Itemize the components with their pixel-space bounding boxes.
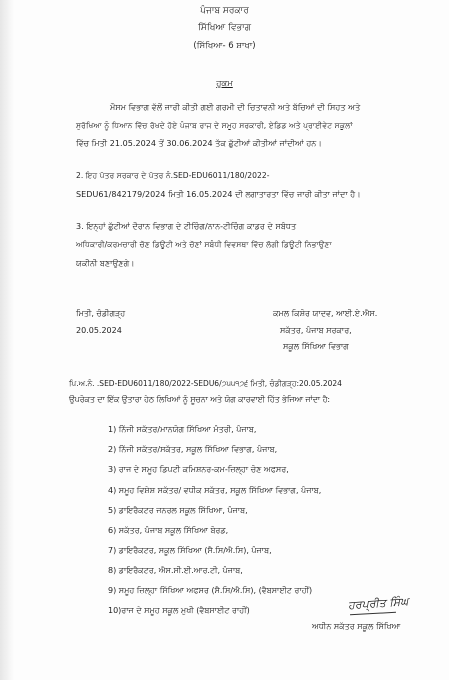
recipient-1: 1) ਨਿੱਜੀ ਸਕੱਤਰ/ਮਾਨਯੋਗ ਸਿੱਖਿਆ ਮੰਤਰੀ, ਪੰਜਾਬ, (108, 425, 257, 434)
page-edge-shadow (0, 0, 14, 680)
endorsement-number: ਪਿ.ਅ.ਨੰ. .SED-EDU6011/180/2022-SEDU6/੭੫੫੧੭੬ ਮਿਤੀ, ਚੰਡੀਗੜ੍ਹ:20.05.2024 (69, 379, 342, 388)
para1-line1: ਮੌਸਮ ਵਿਭਾਗ ਵੱਲੋਂ ਜਾਰੀ ਕੀਤੀ ਗਈ ਗਰਮੀ ਦੀ ਚਿਤਾਵਨੀ ਅਤੇ ਬੱਚਿਆਂ ਦੀ ਸਿਹਤ ਅਤੇ (110, 103, 361, 112)
order-date: 20.05.2024 (76, 326, 122, 335)
signatory-name: ਕਮਲ ਕਿਸ਼ੋਰ ਯਾਦਵ, ਆਈ.ਏ.ਐਸ. (273, 309, 378, 318)
para1-line3: ਵਿੱਚ ਮਿਤੀ 21.05.2024 ਤੋਂ 30.06.2024 ਤੱਕ ਛੁੱਟੀਆਂ ਕੀਤੀਆਂ ਜਾਂਦੀਆਂ ਹਨ। (76, 139, 322, 148)
para3-line3: ਯਕੀਨੀ ਬਣਾਉਣਗੇ। (76, 259, 135, 268)
para2-line1: 2. ਇਹ ਪੱਤਰ ਸਰਕਾਰ ਦੇ ਪੱਤਰ ਨੰ.SED-EDU6011/180/2022- (76, 171, 270, 180)
recipient-3: 3) ਰਾਜ ਦੇ ਸਮੂਹ ਡਿਪਟੀ ਕਮਿਸ਼ਨਰ-ਕਮ-ਜ਼ਿਲ੍ਹਾ ਚੋਣ ਅਫਸਰ, (108, 465, 289, 474)
closing-designation: ਅਧੀਨ ਸਕੱਤਰ ਸਕੂਲ ਸਿੱਖਿਆ (312, 622, 401, 631)
endorsement-intro: ਉਪਰੋਕਤ ਦਾ ਇੱਕ ਉਤਾਰਾ ਹੇਠ ਲਿਖਿਆਂ ਨੂੰ ਸੂਚਨਾ ਅਤੇ ਯੋਗ ਕਾਰਵਾਈ ਹਿੱਤ ਭੇਜਿਆ ਜਾਂਦਾ ਹੈ: (69, 395, 331, 404)
recipient-5: 5) ਡਾਇਰੈਕਟਰ ਜਨਰਲ ਸਕੂਲ ਸਿੱਖਿਆ, ਪੰਜਾਬ, (108, 506, 248, 515)
recipient-2: 2) ਨਿੱਜੀ ਸਕੱਤਰ/ਸਕੱਤਰ, ਸਕੂਲ ਸਿੱਖਿਆ ਵਿਭਾਗ, ਪੰਜਾਬ, (108, 445, 278, 454)
header-department: ਸਿੱਖਿਆ ਵਿਭਾਗ (197, 23, 252, 33)
signatory-designation: ਸਕੱਤਰ, ਪੰਜਾਬ ਸਰਕਾਰ, (280, 326, 352, 335)
recipient-6: 6) ਸਕੱਤਰ, ਪੰਜਾਬ ਸਕੂਲ ਸਿੱਖਿਆ ਬੋਰਡ, (108, 526, 229, 535)
header-branch: (ਸਿੱਖਿਆ- 6 ਸ਼ਾਖਾ) (193, 41, 256, 51)
para2-line2: SEDU61/842179/2024 ਮਿਤੀ 16.05.2024 ਦੀ ਲਗਾਤਾਰਤਾ ਵਿੱਚ ਜਾਰੀ ਕੀਤਾ ਜਾਂਦਾ ਹੈ। (76, 190, 361, 199)
para3-line1: 3. ਇਨ੍ਹਾਂ ਛੁੱਟੀਆਂ ਦੌਰਾਨ ਵਿਭਾਗ ਦੇ ਟੀਚਿੰਗ/ਨਾਨ-ਟੀਚਿੰਗ ਕਾਡਰ ਦੇ ਸਬੰਧਤ (76, 222, 297, 231)
para3-line2: ਅਧਿਕਾਰੀ/ਕਰਮਚਾਰੀ ਚੋਣ ਡਿਊਟੀ ਅਤੇ ਚੋਣਾਂ ਸਬੰਧੀ ਵਿਵਸਥਾ ਵਿੱਚ ਲੱਗੀ ਡਿਊਟੀ ਨਿਭਾਉਣਾ (76, 240, 332, 249)
recipient-7: 7) ਡਾਇਰੈਕਟਰ, ਸਕੂਲ ਸਿੱਖਿਆ (ਸੈ.ਸਿ/ਐ.ਸਿ), ਪੰਜਾਬ, (108, 546, 272, 555)
recipient-4: 4) ਸਮੂਹ ਵਿਸ਼ੇਸ਼ ਸਕੱਤਰ/ ਵਧੀਕ ਸਕੱਤਰ, ਸਕੂਲ ਸਿੱਖਿਆ ਵਿਭਾਗ, ਪੰਜਾਬ, (108, 486, 322, 495)
recipient-10: 10)ਰਾਜ ਦੇ ਸਮੂਹ ਸਕੂਲ ਮੁਖੀ (ਵੈਬਸਾਈਟ ਰਾਹੀਂ) (108, 606, 250, 615)
signatory-department: ਸਕੂਲ ਸਿੱਖਿਆ ਵਿਭਾਗ (283, 342, 349, 351)
handwritten-signature: ਹਰਪ੍ਰੀਤ ਸਿੰਘ (347, 594, 409, 613)
place-label: ਮਿਤੀ, ਚੰਡੀਗੜ੍ਹ (76, 309, 126, 318)
para1-line2: ਸੁਰੱਖਿਆ ਨੂੰ ਧਿਆਨ ਵਿੱਚ ਰੱਖਦੇ ਹੋਏ ਪੰਜਾਬ ਰਾਜ ਦੇ ਸਮੂਹ ਸਰਕਾਰੀ, ਏਡਿਡ ਅਤੇ ਪ੍ਰਾਈਵੇਟ ਸਕੂਲਾਂ (76, 121, 353, 130)
recipient-9: 9) ਸਮੂਹ ਜ਼ਿਲ੍ਹਾ ਸਿੱਖਿਆ ਅਫਸਰ (ਸੈ.ਸਿ/ਐ.ਸਿ), (ਵੈਬਸਾਈਟ ਰਾਹੀਂ) (108, 586, 313, 595)
order-title: ਹੁਕਮ (216, 79, 233, 89)
recipient-8: 8) ਡਾਇਰੈਕਟਰ, ਐਸ.ਸੀ.ਈ.ਆਰ.ਟੀ, ਪੰਜਾਬ, (108, 566, 243, 575)
header-government: ਪੰਜਾਬ ਸਰਕਾਰ (200, 6, 249, 16)
